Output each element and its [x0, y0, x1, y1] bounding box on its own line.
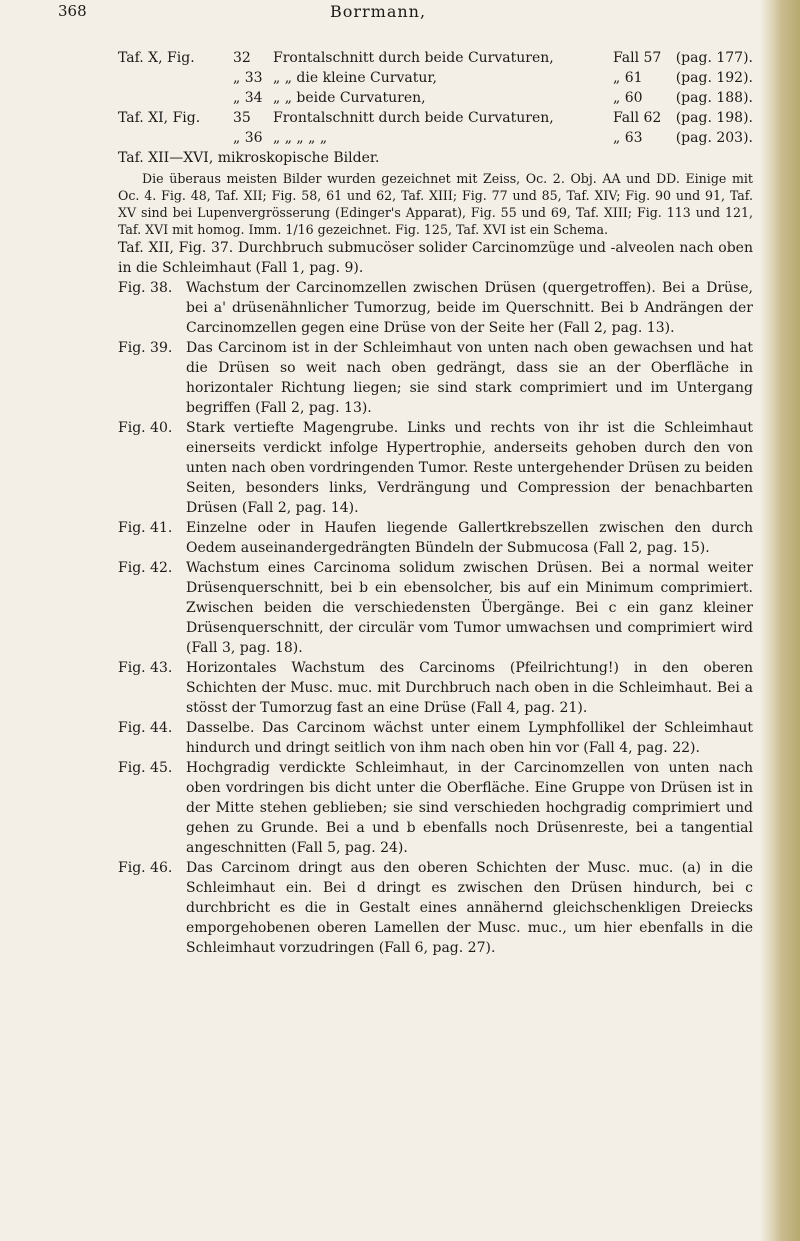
- entry-label: Fig. 41.: [118, 520, 173, 536]
- entry-label: Fig. 39.: [118, 340, 173, 356]
- entry-text: Dasselbe. Das Carcinom wächst unter einem Lymphfollikel der Schleimhaut hindurch und dringt seitlich von ihm nach oben hin vor (Fall 4, pag. 22).: [186, 720, 753, 756]
- fig-number: 32: [233, 50, 251, 66]
- fig-number: „ 34: [233, 90, 263, 106]
- entry-label: Fig. 45.: [118, 760, 173, 776]
- fig-description: „ „ „ „ „: [273, 130, 328, 146]
- fig-number: „ 36: [233, 130, 263, 146]
- page-ref: (pag. 198).: [675, 110, 753, 126]
- page-ref: (pag. 203).: [675, 130, 753, 146]
- entry-text: Das Carcinom dringt aus den oberen Schichten der Musc. muc. (a) in die Schleimhaut ein. Bei d dringt es zwischen den Drüsen hindurch, bei c durchbricht es die in Gestalt eines annähernd gleichschenkligen Dreiecks emporgehobenen oberen Lamellen der Musc. muc., um hier ebenfalls in die Schleimhaut vorzudringen (Fall 6, pag. 27).: [186, 860, 753, 956]
- figure-entry: [118, 558, 753, 658]
- entry-label: Fig. 43.: [118, 660, 173, 676]
- fall-ref: Fall 62: [613, 110, 662, 126]
- tafel-label: [118, 68, 233, 88]
- fall-ref: „ 63: [613, 130, 643, 146]
- entry-text: Stark vertiefte Magengrube. Links und rechts von ihr ist die Schleimhaut einerseits verdickt infolge Hypertrophie, anderseits gehoben durch den von unten nach oben vordringenden Tumor. Reste untergehender Drüsen zu beiden Seiten, besonders links, Verdrängung und Compression der benachbarten Drüsen (Fall 2, pag. 14).: [186, 420, 753, 516]
- fig-description: „ „ die kleine Curvatur,: [273, 70, 437, 86]
- tafel-label: Taf. X, Fig.: [118, 50, 195, 66]
- page-ref: (pag. 177).: [675, 50, 753, 66]
- entry-label: Fig. 44.: [118, 720, 173, 736]
- running-head: Borrmann,: [329, 2, 427, 21]
- book-binding-edge: [760, 0, 800, 1241]
- body-text: [118, 48, 753, 958]
- entry-text: Wachstum eines Carcinoma solidum zwischen Drüsen. Bei a normal weiter Drüsenquerschnitt, bei b ein ebensolcher, bis auf ein Minimum comprimiert. Zwischen beiden die verschiedensten Übergänge. Bei c ein ganz kleiner Drüsenquerschnitt, der circulär vom Tumor umwachsen und comprimiert wird (Fall 3, pag. 18).: [186, 560, 753, 656]
- figure-entry: [118, 338, 753, 418]
- fig-number: 35: [233, 110, 251, 126]
- entry-text: Wachstum der Carcinomzellen zwischen Drüsen (quergetroffen). Bei a Drüse, bei a' drüsenähnlicher Tumorzug, beide im Querschnitt. Bei b Andrängen der Carcinomzellen gegen eine Drüse von der Seite her (Fall 2, pag. 13).: [186, 280, 753, 336]
- tafel-line: [118, 128, 753, 148]
- tafel-label: [118, 88, 233, 108]
- entry-label-inline: Taf. XII, Fig. 37.: [118, 240, 238, 256]
- figure-entry: [118, 518, 753, 558]
- figure-entry: [118, 418, 753, 518]
- tafel-line: [118, 108, 753, 128]
- fig-number: „ 33: [233, 70, 263, 86]
- entry-label: Fig. 46.: [118, 860, 173, 876]
- entry-label: Fig. 38.: [118, 280, 173, 296]
- entry-text: Horizontales Wachstum des Carcinoms (Pfeilrichtung!) in den oberen Schichten der Musc. muc. mit Durchbruch nach oben in die Schleimhaut. Bei a stösst der Tumorzug fast an eine Drüse (Fall 4, pag. 21).: [186, 660, 753, 716]
- entry-text: [118, 238, 753, 278]
- entry-label: Fig. 40.: [118, 420, 173, 436]
- entry-label: Fig. 42.: [118, 560, 173, 576]
- figure-entry: [118, 658, 753, 718]
- fig-description: Frontalschnitt durch beide Curvaturen,: [273, 110, 554, 126]
- fall-ref: „ 61: [613, 70, 643, 86]
- entry-text: Einzelne oder in Haufen liegende Gallertkrebszellen zwischen den durch Oedem auseinandergedrängten Bündeln der Submucosa (Fall 2, pag. 15).: [186, 520, 753, 556]
- page-number: 368: [58, 2, 87, 20]
- page-ref: (pag. 188).: [675, 90, 753, 106]
- intro-paragraph: Die überaus meisten Bilder wurden gezeichnet mit Zeiss, Oc. 2. Obj. AA und DD. Einige mit Oc. 4. Fig. 48, Taf. XII; Fig. 58, 61 und 62, Taf. XIII; Fig. 77 und 85, Taf. XIV; Fig. 90 und 91, Taf. XV sind bei Lupenvergrösserung (Edinger's Apparat), Fig. 55 und 69, Taf. XIII; Fig. 113 und 121, Taf. XVI mit homog. Imm. 1/16 gezeichnet. Fig. 125, Taf. XVI ist ein Schema.: [118, 171, 753, 237]
- entry-text: Das Carcinom ist in der Schleimhaut von unten nach oben gewachsen und hat die Drüsen so weit nach oben gedrängt, dass sie an der Oberfläche in horizontaler Richtung liegen; sie sind stark comprimiert und im Untergang begriffen (Fall 2, pag. 13).: [186, 340, 753, 416]
- tafel-line: [118, 88, 753, 108]
- page-header: [58, 2, 748, 26]
- fig-description: Frontalschnitt durch beide Curvaturen,: [273, 50, 554, 66]
- fall-ref: Fall 57: [613, 50, 662, 66]
- fig-description: „ „ beide Curvaturen,: [273, 90, 426, 106]
- tafel-line: [118, 48, 753, 68]
- fall-ref: „ 60: [613, 90, 643, 106]
- figure-entry: [118, 858, 753, 958]
- section-heading: Taf. XII—XVI, mikroskopische Bilder.: [118, 150, 380, 166]
- tafel-label: Taf. XI, Fig.: [118, 110, 201, 126]
- tafel-line: [118, 68, 753, 88]
- tafel-label: [118, 128, 233, 148]
- figure-entry: [118, 278, 753, 338]
- entry-text: Hochgradig verdickte Schleimhaut, in der Carcinomzellen von unten nach oben vordringen bis dicht unter die Oberfläche. Eine Gruppe von Drüsen ist in der Mitte stehen geblieben; sie sind verschieden hochgradig comprimiert und gehen zu Grunde. Bei a und b ebenfalls noch Drüsenreste, bei a tangential angeschnitten (Fall 5, pag. 24).: [186, 760, 753, 856]
- entry-text-body: Durchbruch submucöser solider Carcinomzüge und -alveolen nach oben in die Schleimhaut (Fall 1, pag. 9).: [118, 240, 753, 276]
- figure-entry: [118, 718, 753, 758]
- figure-entry: [118, 238, 753, 278]
- figure-entry: [118, 758, 753, 858]
- page-ref: (pag. 192).: [675, 70, 753, 86]
